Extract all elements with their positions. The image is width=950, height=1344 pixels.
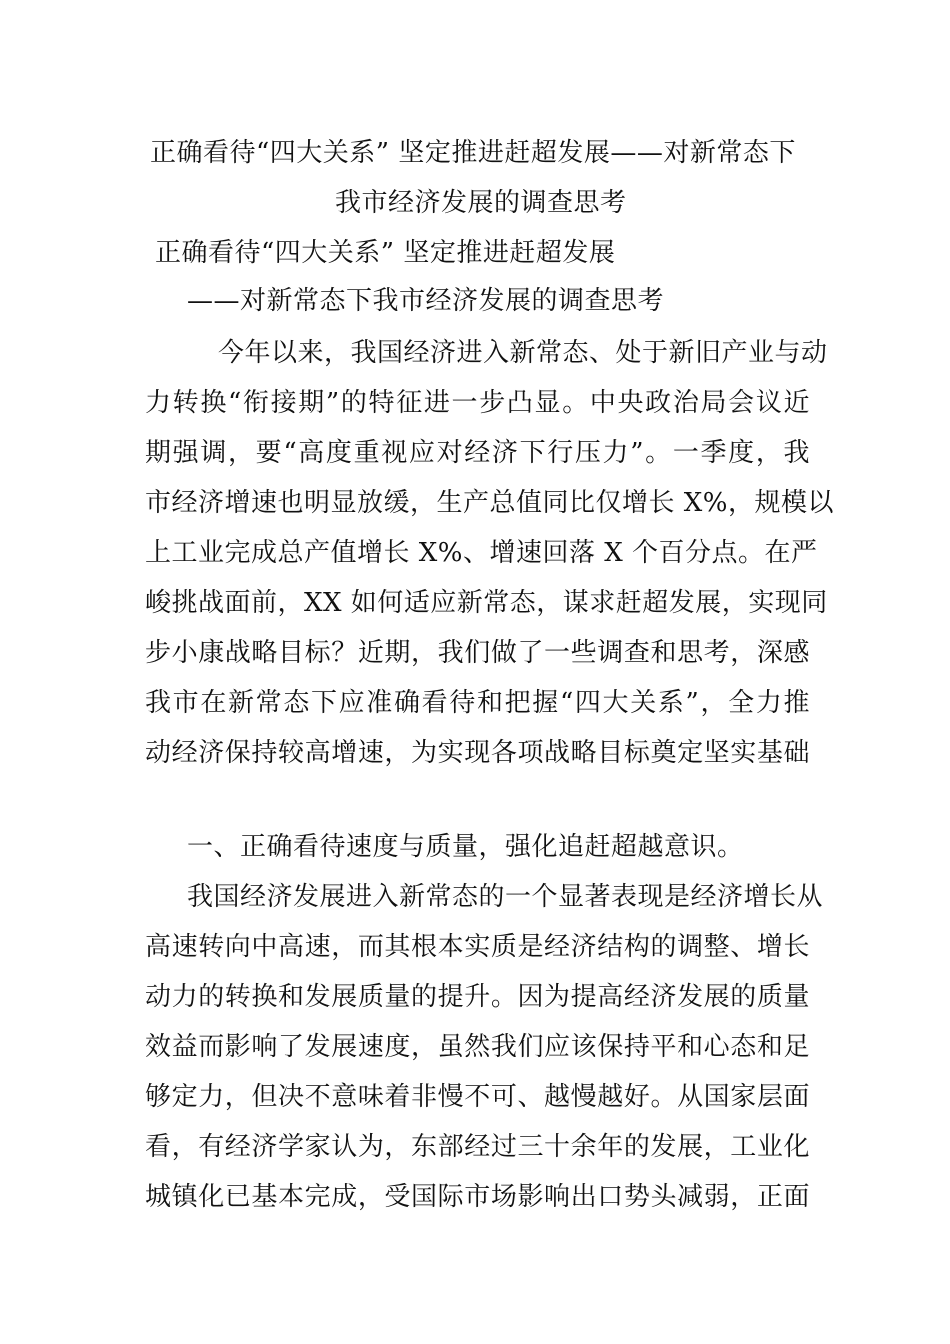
- intro-line: 力转换“衔接期”的特征进一步凸显。中央政治局会议近: [145, 388, 810, 418]
- intro-line: 今年以来，我国经济进入新常态、处于新旧产业与动: [218, 338, 828, 368]
- intro-line: 市经济增速也明显放缓，生产总值同比仅增长 X%，规模以: [145, 488, 834, 518]
- section-1-line: 动力的转换和发展质量的提升。因为提高经济发展的质量: [145, 982, 810, 1012]
- intro-line: 动经济保持较高增速，为实现各项战略目标奠定坚实基础: [145, 738, 810, 768]
- intro-line: 峻挑战面前，XX 如何适应新常态，谋求赶超发展，实现同: [145, 588, 828, 618]
- document-title-line-1: 正确看待“四大关系” 坚定推进赶超发展——对新常态下: [150, 138, 796, 168]
- section-1-line: 够定力，但决不意味着非慢不可、越慢越好。从国家层面: [145, 1082, 810, 1112]
- section-1-line: 城镇化已基本完成，受国际市场影响出口势头减弱，正面: [145, 1182, 810, 1212]
- document-title-line-2: 我市经济发展的调查思考: [335, 188, 627, 218]
- document-heading: 正确看待“四大关系” 坚定推进赶超发展: [155, 238, 616, 268]
- section-1-line: 看，有经济学家认为，东部经过三十余年的发展，工业化: [145, 1132, 810, 1162]
- intro-line: 上工业完成总产值增长 X%、增速回落 X 个百分点。在严: [145, 538, 818, 568]
- section-1-line: 高速转向中高速，而其根本实质是经济结构的调整、增长: [145, 932, 810, 962]
- section-1-line: 效益而影响了发展速度，虽然我们应该保持平和心态和足: [145, 1032, 810, 1062]
- section-1-line: 我国经济发展进入新常态的一个显著表现是经济增长从: [187, 882, 824, 912]
- document-subheading: ——对新常态下我市经济发展的调查思考: [187, 286, 665, 316]
- intro-line: 我市在新常态下应准确看待和把握“四大关系”，全力推: [145, 688, 810, 718]
- section-1-heading: 一、正确看待速度与质量，强化追赶超越意识。: [187, 832, 744, 862]
- intro-line: 步小康战略目标？近期，我们做了一些调查和思考，深感: [145, 638, 810, 668]
- intro-line: 期强调，要“高度重视应对经济下行压力”。一季度，我: [145, 438, 810, 468]
